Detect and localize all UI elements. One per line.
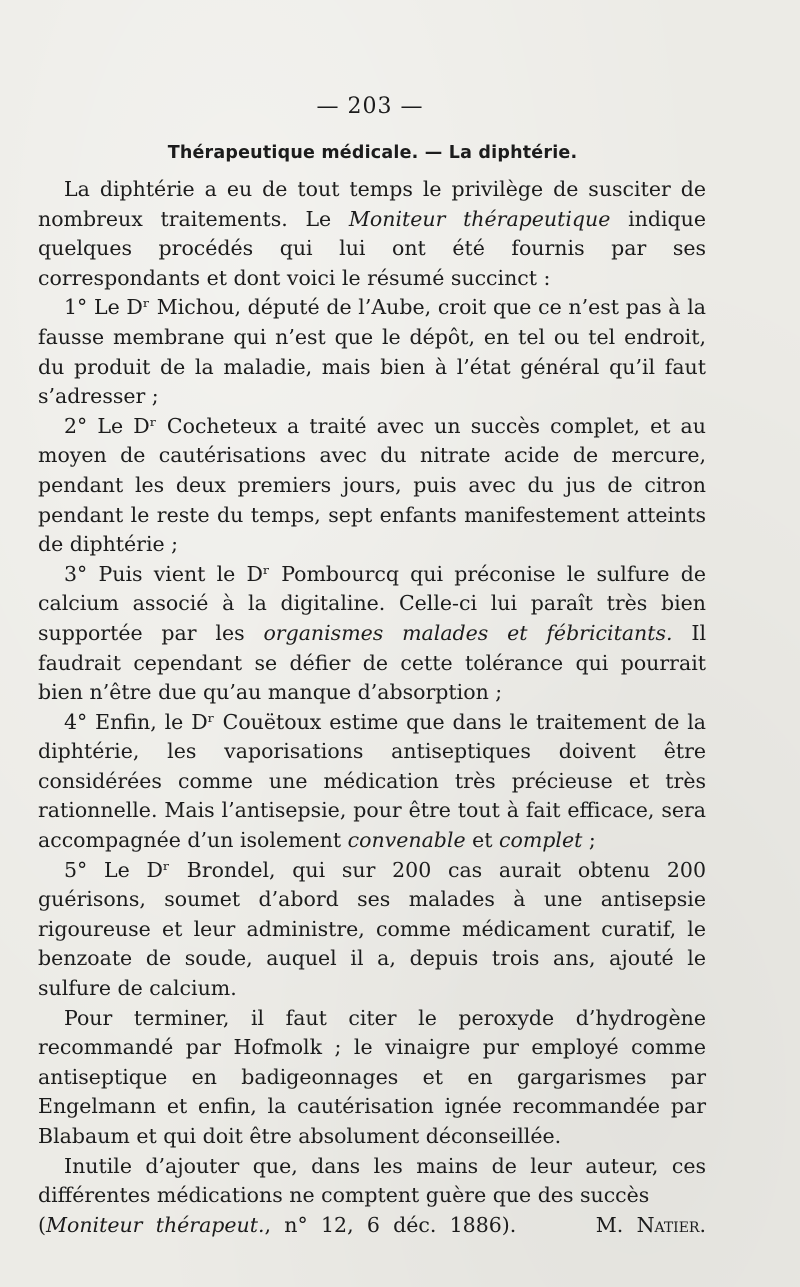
text-run: et bbox=[465, 828, 500, 853]
paragraph bbox=[38, 1152, 706, 1211]
paragraph-list bbox=[38, 175, 706, 1211]
italic-text: Moniteur thérapeutique bbox=[348, 206, 611, 231]
text-run: Inutile d’ajouter que, dans les mains de leur auteur, ces différentes médications ne comptent guère que des succès bbox=[38, 1153, 706, 1208]
citation-line bbox=[38, 1211, 706, 1241]
paragraph bbox=[38, 856, 706, 1004]
text-run: 2° Le Dʳ Cocheteux a traité avec un succès complet, et au moyen de cautérisations avec du nitrate acide de mercure, pendant les deux premiers jours, puis avec du jus de citron pendant le reste du temps, sept enfants manifestement atteints de diphtérie ; bbox=[38, 413, 706, 557]
citation-open: ( bbox=[38, 1212, 46, 1237]
text-run: 1° Le Dʳ Michou, député de l’Aube, croit que ce n’est pas à la fausse membrane qui n’est que le dépôt, en tel ou tel endroit, du produit de la maladie, mais bien à l’état général qu’il faut s’adresser ; bbox=[38, 295, 706, 409]
text-run: 3° Puis vient le Dʳ Pombourcq qui préconise le sulfure de calcium associé à la digitaline. Celle-ci lui paraît très bien supportée par les bbox=[38, 561, 706, 645]
text-run: Il faudrait cependant se défier de cette tolérance qui pourrait bien n’être due qu’au manque d’absorption ; bbox=[38, 620, 707, 705]
paragraph bbox=[38, 708, 706, 856]
section-heading: Thérapeutique médicale. — La diphtérie. bbox=[167, 143, 578, 163]
citation-details: , n° 12, 6 déc. 1886). bbox=[264, 1212, 517, 1237]
italic-text: organismes malades et fébricitants. bbox=[263, 620, 673, 645]
text-run: Pour terminer, il faut citer le peroxyde d’hydrogène recommandé par Hofmolk ; le vinaigre pur employé comme antiseptique en badigeonnages et en gargarismes par Engelmann et enfin, la cautérisation ignée recommandée par Blabaum et qui doit être absolument déconseillée. bbox=[38, 1005, 706, 1148]
paragraph bbox=[38, 175, 706, 293]
citation-journal: Moniteur thérapeut. bbox=[46, 1212, 265, 1237]
citation-author-initial: M. bbox=[595, 1212, 637, 1237]
paragraph bbox=[38, 1004, 706, 1152]
page-number: — 203 — bbox=[316, 94, 424, 119]
italic-text: complet bbox=[499, 828, 583, 853]
article-body bbox=[38, 175, 706, 1240]
text-run: 4° Enfin, le Dʳ Couëtoux estime que dans le traitement de la diphtérie, les vaporisations antiseptiques doivent être considérées comme une médication très précieuse et très rationnelle. Mais l’antisepsie, pour être tout à fait efficace, sera accompagnée d’un isolement bbox=[38, 709, 706, 853]
paragraph bbox=[38, 293, 706, 411]
paragraph bbox=[38, 412, 706, 560]
paragraph bbox=[38, 560, 706, 708]
text-run: ; bbox=[582, 828, 596, 853]
citation-author: Natier. bbox=[636, 1212, 706, 1237]
text-run: 5° Le Dʳ Brondel, qui sur 200 cas aurait obtenu 200 guérisons, soumet d’abord ses malades à une antisepsie rigoureuse et leur administre, comme médicament curatif, le benzoate de soude, auquel il a, depuis trois ans, ajouté le sulfure de calcium. bbox=[38, 857, 706, 1001]
text-run: La diphtérie a eu de tout temps le privilège de susciter de nombreux traitements. Le bbox=[38, 177, 706, 231]
italic-text: convenable bbox=[347, 828, 466, 853]
text-run: indique quelques procédés qui lui ont été fournis par ses correspondants et dont voici le résumé succinct : bbox=[38, 206, 706, 290]
